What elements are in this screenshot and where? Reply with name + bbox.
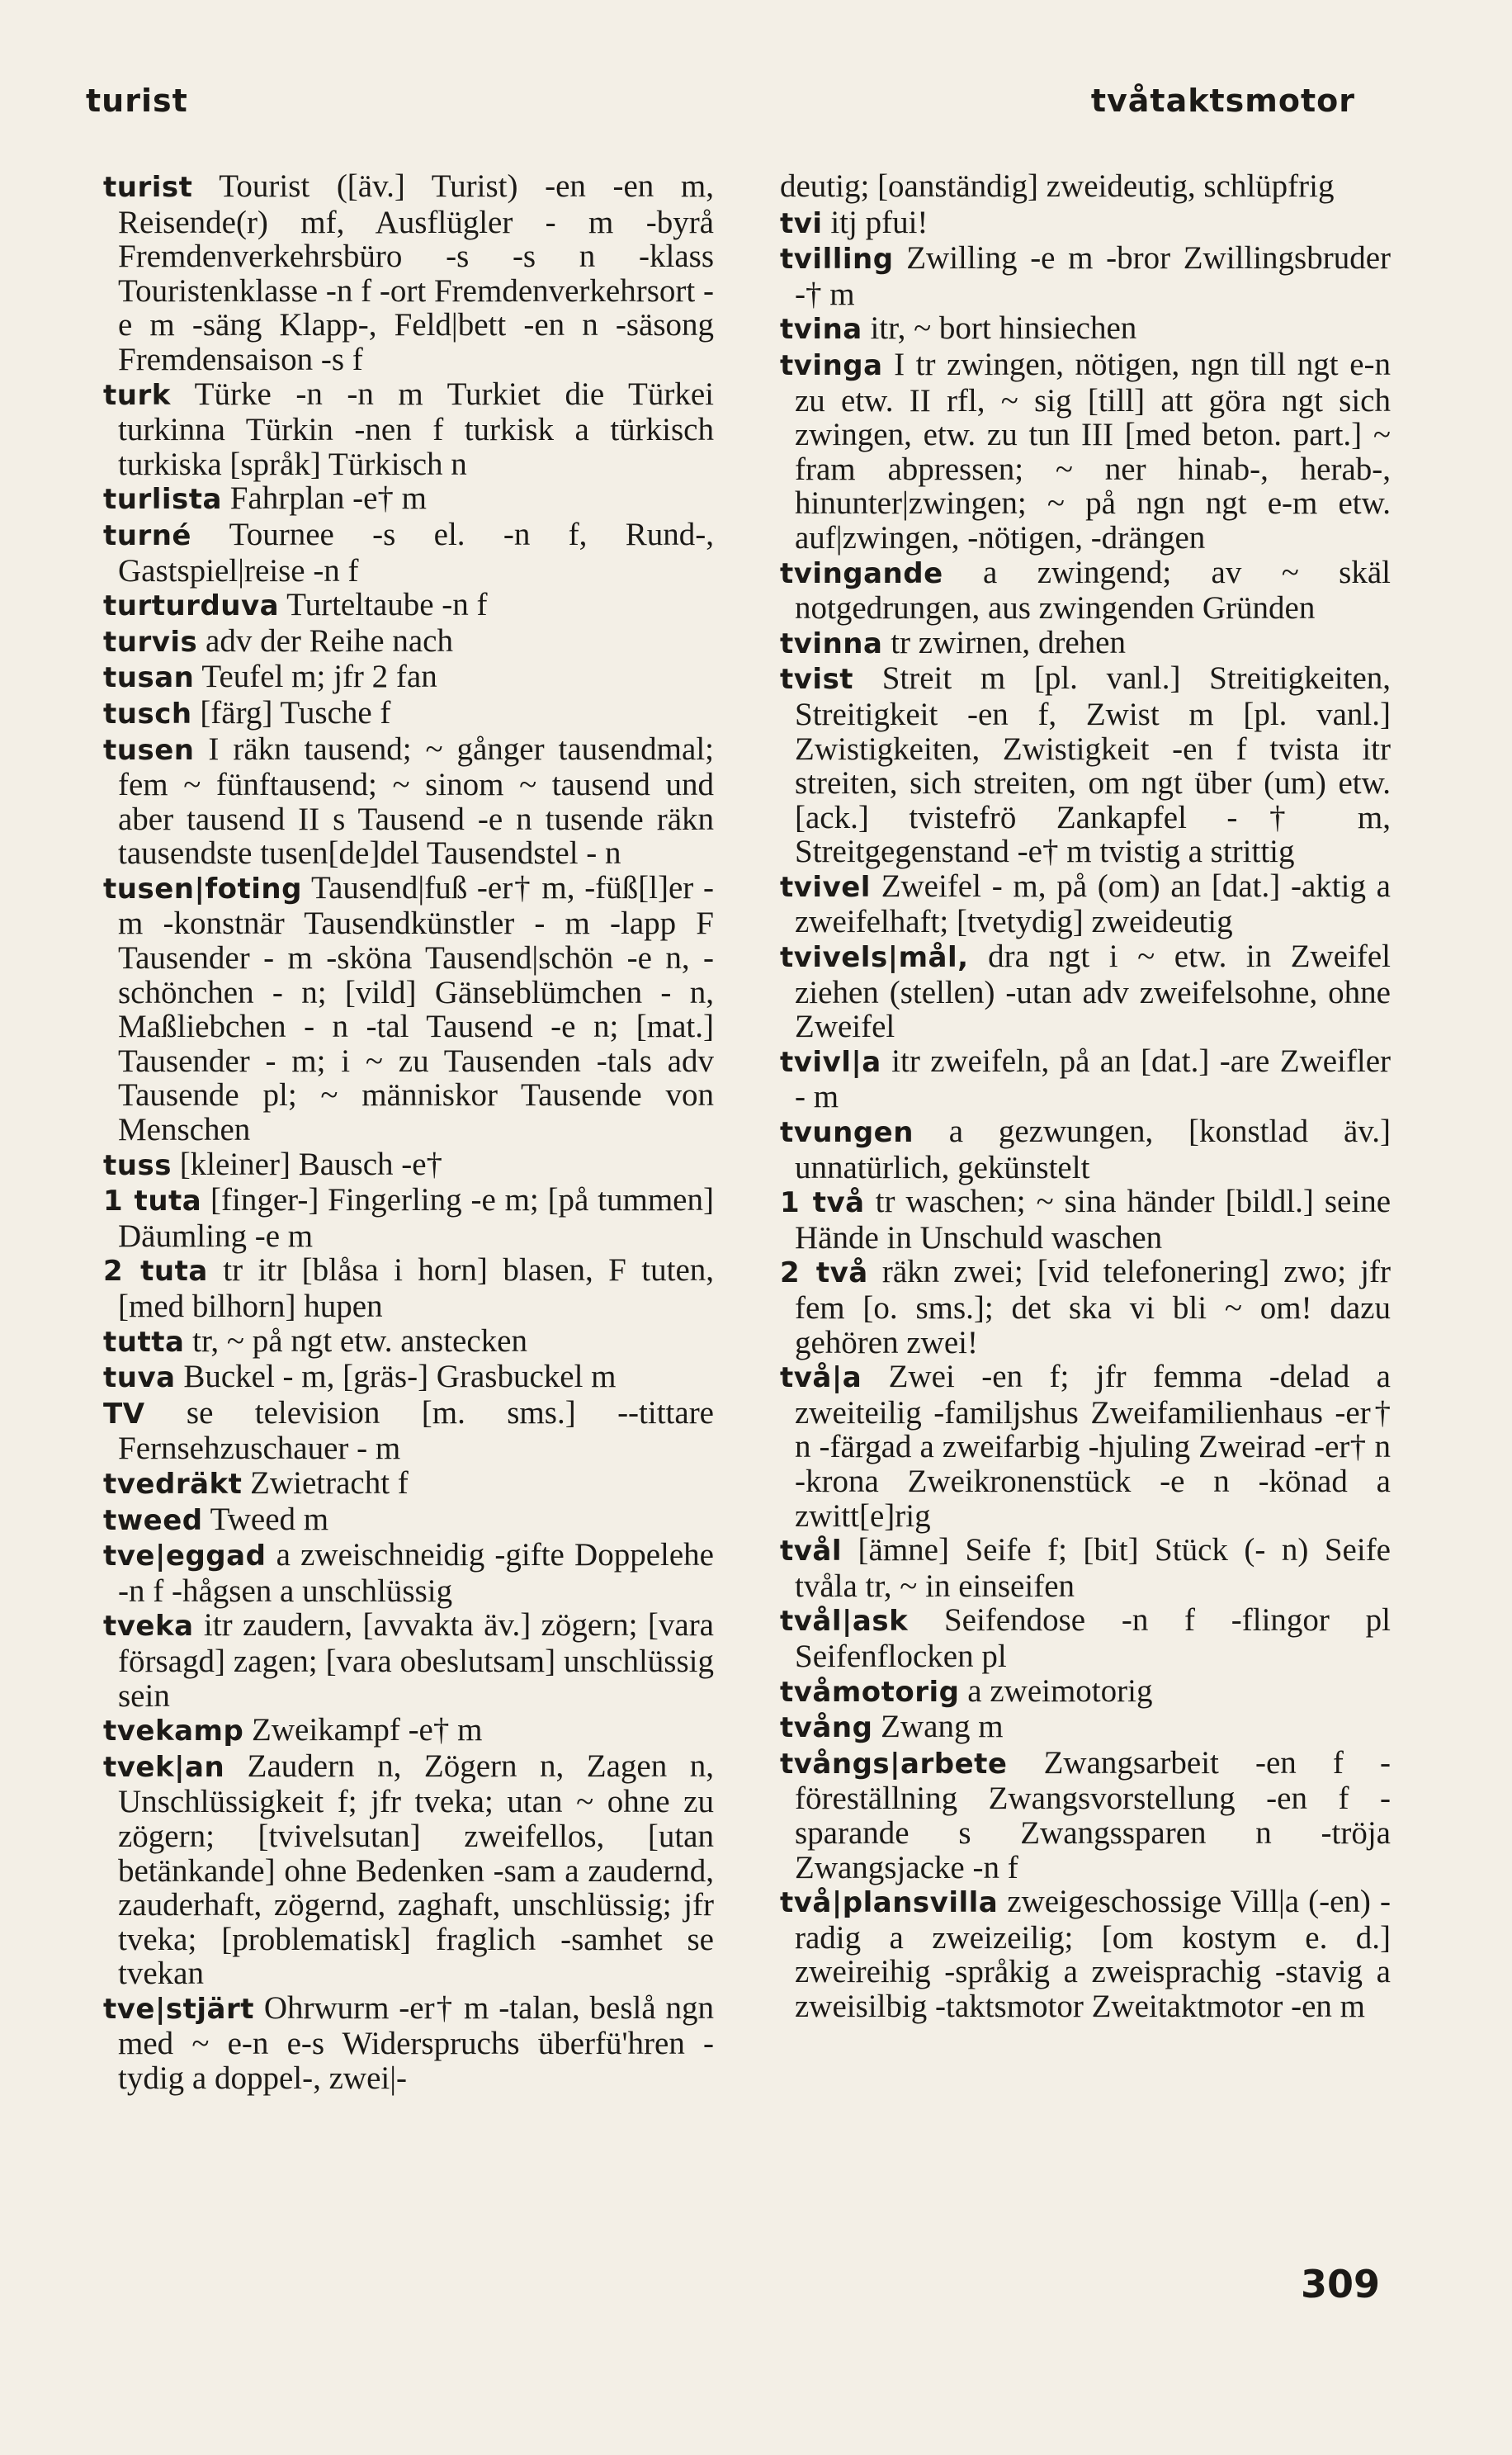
- dictionary-entry: [103, 588, 714, 624]
- entry-headword: två|a: [780, 1361, 862, 1395]
- entry-headword: tusan: [103, 661, 195, 695]
- entry-text: I tr zwingen, nötigen, ngn till ngt e-n zu etw. II rfl, ~ sig [till] att göra ngt sich zwingen, etw. zu tun III [med beton. part.] ~ fram abpressen; ~ ner hinab-, herab-, hinunter|zwingen; ~ på ngn ngt e-m etw. auf|zwingen, -nötigen, -drängen: [795, 346, 1391, 556]
- entry-headword: tvång: [780, 1711, 873, 1745]
- entry-headword: 2 tuta: [103, 1255, 208, 1289]
- entry-headword: tvekamp: [103, 1715, 244, 1748]
- dictionary-entry: [780, 661, 1391, 869]
- entry-text: tr zwirnen, drehen: [882, 624, 1126, 660]
- entry-headword: 1 tuta: [103, 1185, 202, 1218]
- dictionary-entry: [103, 660, 714, 696]
- entry-text: Zaudern n, Zögern n, Zagen n, Unschlüssigkeit f; jfr tveka; utan ~ ohne zu zögern; [tvivelsutan] zweifellos, [utan betänkande] ohne Bedenken -sam a zaudernd, zauderhaft, zögernd, zaghaft, unschlüssig; jfr tveka; [problematisk] fraglich -samhet se tvekan: [118, 1748, 714, 1992]
- entry-text: [färg] Tusche f: [191, 694, 391, 731]
- dictionary-entry: [780, 556, 1391, 626]
- dictionary-entry: [780, 348, 1391, 556]
- entry-text: adv der Reihe nach: [197, 622, 453, 659]
- entry-text: Zwei -en f; jfr femma -delad a zweiteilig -familjshus Zweifamilienhaus -er† n -färgad a zweifarbig -hjuling Zweirad -er† n -krona Zweikronenstück -e n -könad a zwitt[e]rig: [795, 1359, 1391, 1534]
- dictionary-entry: [103, 1538, 714, 1608]
- entry-headword: tuva: [103, 1361, 176, 1395]
- entry-text: tr itr [blåsa i horn] blasen, F tuten, [med bilhorn] hupen: [118, 1252, 715, 1324]
- dictionary-entry: [103, 1713, 714, 1749]
- entry-text: tr, ~ på ngt etw. anstecken: [184, 1322, 527, 1359]
- entry-text: itr zweifeln, på an [dat.] -are Zweifler - m: [795, 1043, 1391, 1115]
- dictionary-entry: [780, 1044, 1391, 1114]
- entry-headword: tvivel: [780, 870, 871, 904]
- dictionary-entry: [103, 1396, 714, 1466]
- entry-headword: tvinga: [780, 348, 883, 382]
- entry-text: Zwilling -e m -bror Zwillingsbruder -† m: [795, 240, 1391, 312]
- entry-headword: tusch: [103, 697, 192, 731]
- entry-headword: tvist: [780, 663, 854, 697]
- entry-text: tr waschen; ~ sina händer [bildl.] seine Hände in Unschuld waschen: [795, 1184, 1392, 1256]
- dictionary-entry: [103, 518, 714, 588]
- dictionary-entry: [780, 241, 1391, 311]
- dictionary-entry: [780, 626, 1391, 662]
- dictionary-entry: [103, 1147, 714, 1184]
- entry-headword: tvedräkt: [103, 1467, 243, 1501]
- entry-headword: tusen: [103, 733, 195, 767]
- dictionary-entry: [103, 696, 714, 732]
- entry-headword: tvungen: [780, 1116, 914, 1150]
- dictionary-entry: [780, 311, 1391, 348]
- entry-text: I räkn tausend; ~ gånger tausendmal; fem ~ fünftausend; ~ sinom ~ tausend und aber tausend II s Tausend -e n tusende räkn tausendste tusen[de]del Tausendstel - n: [118, 731, 714, 872]
- dictionary-entry: [780, 939, 1391, 1044]
- dictionary-entry: [780, 1114, 1391, 1185]
- entry-text: Tweed m: [202, 1501, 329, 1537]
- entry-text: zweigeschossige Vill|a (-en) -radig a zweizeilig; [om kostym e. d.] zweireihig -språkig a zweisprachig -stavig a zweisilbig -taktsmotor Zweitaktmotor -en m: [795, 1884, 1391, 2024]
- entry-headword: tvivl|a: [780, 1045, 881, 1079]
- entry-headword: 2 två: [780, 1256, 868, 1290]
- entry-headword: tuss: [103, 1148, 172, 1182]
- entry-text: räkn zwei; [vid telefonering] zwo; jfr fem [o. sms.]; det ska vi bli ~ om! dazu gehören zwei!: [795, 1254, 1391, 1360]
- entry-text: [kleiner] Bausch -e†: [171, 1146, 443, 1182]
- dictionary-entry: [780, 1710, 1391, 1746]
- dictionary-entry: [103, 624, 714, 660]
- entry-text: Zwang m: [872, 1709, 1004, 1745]
- dictionary-entry: [780, 1255, 1391, 1360]
- dictionary-entry: [103, 169, 714, 377]
- entry-headword: turk: [103, 378, 171, 412]
- entry-text: a zwingend; av ~ skäl notgedrungen, aus zwingenden Gründen: [795, 554, 1391, 627]
- dictionary-entry: [103, 1749, 714, 1991]
- entry-headword: turlista: [103, 483, 222, 517]
- entry-headword: TV: [103, 1397, 145, 1431]
- dictionary-entry: [103, 481, 714, 518]
- entry-text: deutig; [oanständig] zweideutig, schlüpfrig: [780, 168, 1335, 204]
- dictionary-entry: [103, 1360, 714, 1396]
- entry-text: Türke -n -n m Turkiet die Türkei turkinna Türkin -nen f turkisk a türkisch turkiska [språk] Türkisch n: [118, 376, 714, 482]
- entry-text: Zweifel - m, på (om) an [dat.] -aktig a zweifelhaft; [tvetydig] zweideutig: [795, 868, 1391, 940]
- entry-text: Zwietracht f: [242, 1464, 409, 1501]
- entry-text: Tournee -s el. -n f, Rund-, Gastspiel|reise -n f: [118, 516, 714, 589]
- left-column: [103, 169, 714, 2096]
- dictionary-entry: [103, 1466, 714, 1502]
- dictionary-entry: [780, 169, 1391, 206]
- dictionary-entry: [780, 1533, 1391, 1603]
- entry-text: itr zaudern, [avvakta äv.] zögern; [vara försagd] zagen; [vara obeslutsam] unschlüssig sein: [118, 1607, 714, 1714]
- dictionary-entry: [103, 871, 714, 1147]
- entry-text: se television [m. sms.] --tittare Fernsehzuschauer - m: [118, 1394, 714, 1467]
- entry-headword: tve|eggad: [103, 1540, 267, 1573]
- dictionary-entry: [103, 1324, 714, 1360]
- right-guide-word: tvåtaktsmotor: [1090, 83, 1355, 119]
- left-guide-word: turist: [86, 83, 188, 119]
- entry-headword: tvingande: [780, 556, 943, 590]
- dictionary-entry: [780, 1746, 1391, 1885]
- dictionary-entry: [780, 206, 1391, 242]
- dictionary-entry: [103, 1608, 714, 1713]
- dictionary-entry: [103, 1991, 714, 2096]
- dictionary-entry: [780, 869, 1391, 939]
- entry-headword: turvis: [103, 625, 198, 659]
- entry-headword: tweed: [103, 1503, 203, 1537]
- right-column: [780, 169, 1391, 2023]
- entry-text: a zweimotorig: [959, 1672, 1153, 1709]
- entry-text: Seifendose -n f -flingor pl Seifenflocken pl: [795, 1602, 1391, 1674]
- entry-text: itj pfui!: [822, 204, 928, 240]
- entry-text: a gezwungen, [konstlad äv.] unnatürlich, gekünstelt: [795, 1114, 1391, 1185]
- dictionary-entry: [780, 1360, 1391, 1533]
- entry-headword: tvångs|arbete: [780, 1747, 1008, 1781]
- entry-text: a zweischneidig -gifte Doppelehe -n f -hågsen a unschlüssig: [118, 1537, 714, 1609]
- entry-text: dra ngt i ~ etw. in Zweifel ziehen (stellen) -utan adv zweifelsohne, ohne Zweifel: [795, 939, 1391, 1045]
- dictionary-entry: [103, 732, 714, 871]
- entry-headword: två|plansvilla: [780, 1886, 999, 1920]
- entry-headword: turturduva: [103, 589, 280, 623]
- entry-text: Streit m [pl. vanl.] Streitigkeiten, Streitigkeit -en f, Zwist m [pl. vanl.] Zwistigkeiten, Zwistigkeit -en f tvista itr streiten, sich streiten, om ngt über (um) etw. [ack.] tvistefrö Zankapfel -† m, Streitgegenstand -e† m tvistig a strittig: [795, 660, 1391, 870]
- entry-text: Buckel - m, [gräs-] Grasbuckel m: [175, 1359, 617, 1395]
- dictionary-entry: [780, 1603, 1391, 1673]
- entry-headword: tvina: [780, 313, 862, 347]
- entry-headword: tvål|ask: [780, 1605, 909, 1639]
- entry-headword: tvinna: [780, 627, 883, 660]
- entry-text: Teufel m; jfr 2 fan: [194, 659, 437, 695]
- entry-headword: tvilling: [780, 243, 894, 277]
- dictionary-entry: [780, 1185, 1391, 1255]
- dictionary-entry: [780, 1674, 1391, 1710]
- entry-text: Zwangsarbeit -en f -föreställning Zwangsvorstellung -en f -sparande s Zwangssparen n -tröja Zwangsjacke -n f: [795, 1744, 1391, 1885]
- entry-headword: turné: [103, 518, 191, 552]
- entry-headword: tvivels|mål,: [780, 941, 969, 975]
- entry-headword: tvi: [780, 206, 823, 240]
- entry-headword: 1 två: [780, 1186, 865, 1220]
- entry-headword: turist: [103, 171, 193, 204]
- entry-headword: tveka: [103, 1610, 194, 1644]
- dictionary-entry: [103, 377, 714, 482]
- page-number: 309: [1300, 2262, 1380, 2306]
- entry-headword: tvål: [780, 1535, 843, 1568]
- entry-text: Tourist ([äv.] Turist) -en -en m, Reisende(r) mf, Ausflügler - m -byrå Fremdenverkehrsbüro -s -s n -klass Touristenklasse -n f -ort Fremdenverkehrsort -e m -säng Klapp-, Feld|bett -en n -säsong Fremdensaison -s f: [118, 168, 714, 377]
- dictionary-entry: [780, 1885, 1391, 2023]
- entry-headword: tvåmotorig: [780, 1675, 960, 1709]
- entry-text: [finger-] Fingerling -e m; [på tummen] Däumling -e m: [118, 1182, 714, 1254]
- entry-headword: tusen|foting: [103, 872, 302, 906]
- dictionary-entry: [103, 1502, 714, 1539]
- entry-text: [ämne] Seife f; [bit] Stück (- n) Seife tvåla tr, ~ in einseifen: [795, 1532, 1391, 1604]
- entry-text: Zweikampf -e† m: [243, 1712, 483, 1748]
- entry-text: itr, ~ bort hinsiechen: [862, 310, 1137, 347]
- entry-text: Turteltaube -n f: [279, 587, 488, 623]
- entry-headword: tve|stjärt: [103, 1992, 255, 2026]
- entry-text: Fahrplan -e† m: [221, 480, 427, 517]
- entry-text: Ohrwurm -er† m -talan, beslå ngn med ~ e-n e-s Widerspruchs überfü'hren -tydig a doppel-, zwei|-: [118, 1989, 714, 2097]
- entry-text: Tausend|fuß -er† m, -füß[l]er - m -konstnär Tausendkünstler - m -lapp F Tausender - m -sköna Tausend|schön -e n, -schönchen - n; [vild] Gänseblümchen - n, Maßliebchen - n -tal Tausend -e n; [mat.] Tausender - m; i ~ zu Tausenden -tals adv Tausende pl; ~ människor Tausende von Menschen: [118, 869, 714, 1148]
- entry-headword: tvek|an: [103, 1750, 225, 1784]
- dictionary-entry: [103, 1183, 714, 1253]
- entry-headword: tutta: [103, 1325, 185, 1359]
- dictionary-entry: [103, 1253, 714, 1323]
